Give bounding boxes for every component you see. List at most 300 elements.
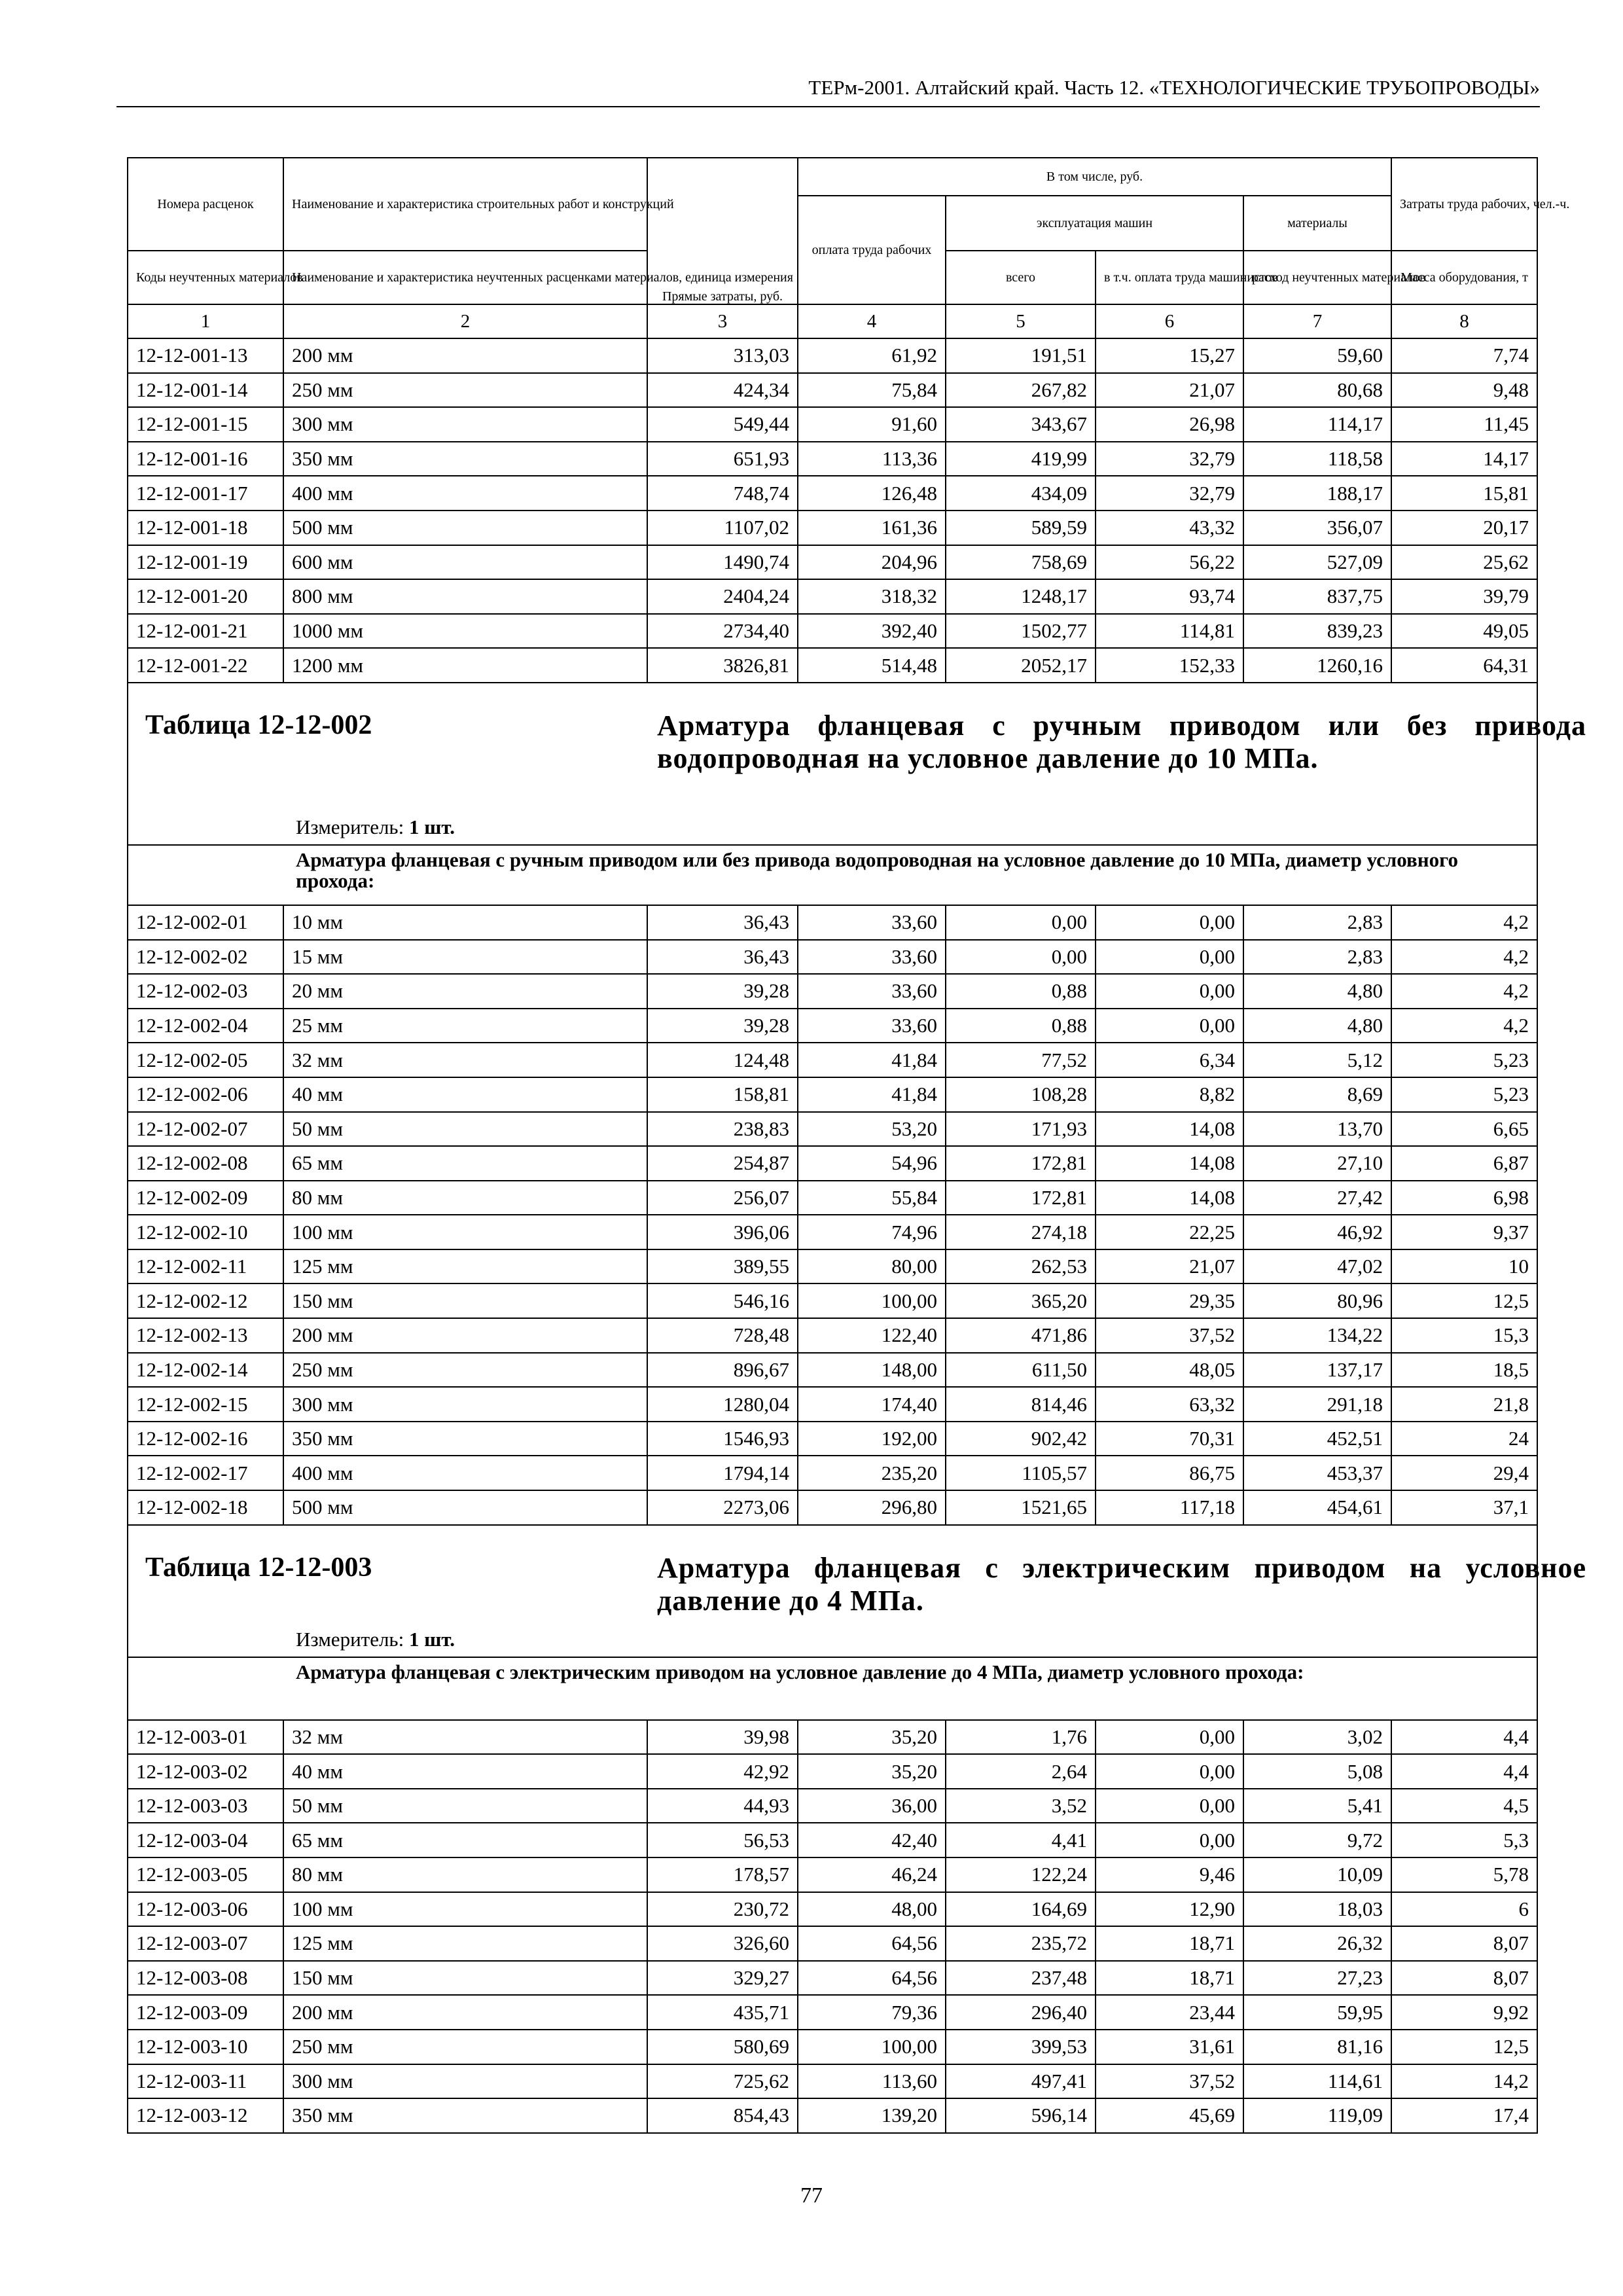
rate-value: 79,36 [798, 1995, 946, 2030]
rate-value: 10 [1391, 1249, 1537, 1284]
unit-value: 1 шт. [408, 815, 455, 838]
rate-value: 14,17 [1391, 442, 1537, 476]
column-number: 1 [128, 304, 283, 338]
rate-value: 41,84 [798, 1077, 946, 1112]
table-row [128, 2064, 1537, 2099]
table-row [128, 1754, 1537, 1789]
rate-value: 6,87 [1391, 1146, 1537, 1181]
rate-code: 12-12-001-16 [128, 442, 283, 476]
rate-value: 235,20 [798, 1456, 946, 1490]
rate-value: 454,61 [1243, 1490, 1391, 1525]
rate-value: 45,69 [1096, 2098, 1243, 2133]
rate-value: 49,05 [1391, 614, 1537, 649]
rate-value: 256,07 [647, 1181, 798, 1215]
table-row [128, 338, 1537, 373]
rate-name: 250 мм [283, 2030, 647, 2064]
rate-name: 350 мм [283, 442, 647, 476]
section-heading: Арматура фланцевая с ручным приводом или без привода водопроводная на условное давление до 10 МПа, диаметр условного прохода: [128, 845, 1537, 905]
rate-value: 14,08 [1096, 1112, 1243, 1147]
table-row [128, 1456, 1537, 1490]
rate-value: 396,06 [647, 1215, 798, 1249]
rate-value: 0,00 [946, 905, 1096, 940]
rate-code: 12-12-002-06 [128, 1077, 283, 1112]
rate-value: 471,86 [946, 1318, 1096, 1353]
rate-code: 12-12-001-14 [128, 373, 283, 408]
rate-value: 42,40 [798, 1823, 946, 1857]
rate-value: 9,37 [1391, 1215, 1537, 1249]
rate-value: 14,08 [1096, 1146, 1243, 1181]
rate-value: 0,00 [946, 940, 1096, 975]
header-including: В том числе, руб. [798, 158, 1391, 196]
rate-value: 191,51 [946, 338, 1096, 373]
column-number: 7 [1243, 304, 1391, 338]
rate-value: 1546,93 [647, 1422, 798, 1456]
column-number: 2 [283, 304, 647, 338]
rate-value: 33,60 [798, 1009, 946, 1043]
rate-value: 8,07 [1391, 1961, 1537, 1996]
rate-value: 55,84 [798, 1181, 946, 1215]
rate-value: 158,81 [647, 1077, 798, 1112]
rate-value: 25,62 [1391, 545, 1537, 580]
rate-value: 274,18 [946, 1215, 1096, 1249]
table-row [128, 940, 1537, 975]
rate-value: 74,96 [798, 1215, 946, 1249]
rate-value: 7,74 [1391, 338, 1537, 373]
rate-value: 1490,74 [647, 545, 798, 580]
rate-name: 150 мм [283, 1961, 647, 1996]
rate-value: 0,00 [1096, 1754, 1243, 1789]
table-row [128, 1146, 1537, 1181]
rate-value: 4,80 [1243, 974, 1391, 1009]
rate-value: 1,76 [946, 1720, 1096, 1755]
table-number: Таблица 12-12-002 [145, 709, 372, 740]
rate-code: 12-12-003-03 [128, 1789, 283, 1823]
rate-value: 4,5 [1391, 1789, 1537, 1823]
rate-value: 15,3 [1391, 1318, 1537, 1353]
rate-value: 35,20 [798, 1720, 946, 1755]
rate-value: 80,68 [1243, 373, 1391, 408]
rate-value: 54,96 [798, 1146, 946, 1181]
rate-code: 12-12-001-15 [128, 407, 283, 442]
rate-name: 65 мм [283, 1823, 647, 1857]
rate-value: 839,23 [1243, 614, 1391, 649]
table-heading [128, 1525, 1586, 1657]
rate-value: 39,79 [1391, 579, 1537, 614]
rate-value: 5,78 [1391, 1857, 1537, 1892]
rate-value: 546,16 [647, 1283, 798, 1318]
rate-value: 814,46 [946, 1387, 1096, 1422]
rate-value: 64,56 [798, 1926, 946, 1961]
table-row [128, 373, 1537, 408]
rate-name: 32 мм [283, 1720, 647, 1755]
rate-value: 108,28 [946, 1077, 1096, 1112]
rate-name: 200 мм [283, 338, 647, 373]
rate-value: 21,07 [1096, 373, 1243, 408]
rate-value: 549,44 [647, 407, 798, 442]
header-work-name: Наименование и характеристика строительных работ и конструкций [283, 158, 647, 251]
rate-value: 238,83 [647, 1112, 798, 1147]
rate-value: 26,98 [1096, 407, 1243, 442]
rate-value: 42,92 [647, 1754, 798, 1789]
table-title: Арматура фланцевая с ручным приводом или без привода водопроводная на условное давление до 10 МПа. [657, 709, 1586, 774]
header-operators-pay: в т.ч. оплата труда машинистов [1096, 251, 1243, 304]
rate-code: 12-12-002-05 [128, 1043, 283, 1077]
column-number: 6 [1096, 304, 1243, 338]
table-row [128, 2098, 1537, 2133]
rate-value: 48,05 [1096, 1353, 1243, 1388]
table-row [128, 1318, 1537, 1353]
header-material-names: Наименование и характеристика неучтенных расценками материалов, единица измерения [283, 251, 647, 304]
rate-value: 114,61 [1243, 2064, 1391, 2099]
rate-code: 12-12-002-13 [128, 1318, 283, 1353]
rate-value: 37,52 [1096, 2064, 1243, 2099]
rate-value: 75,84 [798, 373, 946, 408]
rate-value: 126,48 [798, 476, 946, 511]
rate-value: 0,88 [946, 974, 1096, 1009]
rate-value: 23,44 [1096, 1995, 1243, 2030]
header-machine-operation: эксплуатация машин [946, 196, 1243, 251]
rate-value: 56,22 [1096, 545, 1243, 580]
rate-value: 118,58 [1243, 442, 1391, 476]
rate-value: 117,18 [1096, 1490, 1243, 1525]
rate-value: 18,71 [1096, 1961, 1243, 1996]
rate-value: 5,23 [1391, 1077, 1537, 1112]
header-direct-costs: Прямые затраты, руб. [647, 158, 798, 304]
rate-value: 12,5 [1391, 1283, 1537, 1318]
rate-value: 137,17 [1243, 1353, 1391, 1388]
rate-name: 250 мм [283, 373, 647, 408]
rate-code: 12-12-001-17 [128, 476, 283, 511]
rate-code: 12-12-003-12 [128, 2098, 283, 2133]
rate-code: 12-12-001-22 [128, 648, 283, 683]
rate-value: 204,96 [798, 545, 946, 580]
table-row [128, 1009, 1537, 1043]
header-rate-numbers: Номера расценок [128, 158, 283, 251]
table-row [128, 442, 1537, 476]
rate-value: 392,40 [798, 614, 946, 649]
rate-name: 1200 мм [283, 648, 647, 683]
rate-value: 1248,17 [946, 579, 1096, 614]
table-row [128, 1215, 1537, 1249]
rate-value: 3,52 [946, 1789, 1096, 1823]
rate-name: 800 мм [283, 579, 647, 614]
rate-value: 356,07 [1243, 511, 1391, 545]
rate-code: 12-12-001-21 [128, 614, 283, 649]
rate-value: 2052,17 [946, 648, 1096, 683]
rate-value: 902,42 [946, 1422, 1096, 1456]
rate-value: 434,09 [946, 476, 1096, 511]
table-row [128, 1422, 1537, 1456]
rate-value: 9,92 [1391, 1995, 1537, 2030]
rate-value: 21,8 [1391, 1387, 1537, 1422]
rate-name: 125 мм [283, 1249, 647, 1284]
unit-label: Измеритель: [296, 815, 404, 838]
rate-value: 33,60 [798, 905, 946, 940]
rate-code: 12-12-002-10 [128, 1215, 283, 1249]
rate-value: 399,53 [946, 2030, 1096, 2064]
rate-name: 600 мм [283, 545, 647, 580]
rate-name: 32 мм [283, 1043, 647, 1077]
header-workers-pay: оплата труда рабочих [798, 196, 946, 304]
column-number: 4 [798, 304, 946, 338]
rate-value: 4,80 [1243, 1009, 1391, 1043]
rate-value: 37,52 [1096, 1318, 1243, 1353]
table-row [128, 511, 1537, 545]
rate-value: 6,65 [1391, 1112, 1537, 1147]
header-machines-total: всего [946, 251, 1096, 304]
rate-value: 651,93 [647, 442, 798, 476]
table-row [128, 1490, 1537, 1525]
rate-value: 31,61 [1096, 2030, 1243, 2064]
rate-name: 100 мм [283, 1892, 647, 1927]
rate-name: 10 мм [283, 905, 647, 940]
rate-name: 40 мм [283, 1077, 647, 1112]
table-row [128, 1892, 1537, 1927]
table-row [128, 1926, 1537, 1961]
rate-code: 12-12-003-02 [128, 1754, 283, 1789]
header-material-codes: Коды неучтенных материалов [128, 251, 283, 304]
rate-name: 300 мм [283, 1387, 647, 1422]
rate-value: 453,37 [1243, 1456, 1391, 1490]
rate-value: 20,17 [1391, 511, 1537, 545]
rate-value: 178,57 [647, 1857, 798, 1892]
rate-value: 318,32 [798, 579, 946, 614]
rate-value: 43,32 [1096, 511, 1243, 545]
rate-value: 32,79 [1096, 442, 1243, 476]
rate-value: 9,48 [1391, 373, 1537, 408]
rate-value: 2404,24 [647, 579, 798, 614]
table-row [128, 1387, 1537, 1422]
rate-value: 854,43 [647, 2098, 798, 2133]
rate-value: 4,2 [1391, 940, 1537, 975]
rate-value: 119,09 [1243, 2098, 1391, 2133]
rate-code: 12-12-001-20 [128, 579, 283, 614]
rate-value: 29,35 [1096, 1283, 1243, 1318]
rate-value: 1794,14 [647, 1456, 798, 1490]
rates-table-body [128, 158, 1586, 2133]
rate-value: 80,96 [1243, 1283, 1391, 1318]
rate-value: 39,28 [647, 1009, 798, 1043]
header-row-1 [128, 158, 1537, 196]
rate-value: 596,14 [946, 2098, 1096, 2133]
section-heading-row [128, 1657, 1537, 1720]
table-row [128, 1043, 1537, 1077]
rate-code: 12-12-002-03 [128, 974, 283, 1009]
table-row [128, 905, 1537, 940]
rate-value: 33,60 [798, 940, 946, 975]
rate-value: 267,82 [946, 373, 1096, 408]
table-title: Арматура фланцевая с электрическим приводом на условное давление до 4 МПа. [657, 1551, 1586, 1617]
rate-value: 22,25 [1096, 1215, 1243, 1249]
rate-value: 56,53 [647, 1823, 798, 1857]
rate-value: 8,82 [1096, 1077, 1243, 1112]
rate-value: 728,48 [647, 1318, 798, 1353]
table-row [128, 2030, 1537, 2064]
rate-value: 329,27 [647, 1961, 798, 1996]
rate-code: 12-12-003-06 [128, 1892, 283, 1927]
rate-name: 25 мм [283, 1009, 647, 1043]
rate-code: 12-12-002-04 [128, 1009, 283, 1043]
rate-value: 134,22 [1243, 1318, 1391, 1353]
page-number: 77 [800, 2183, 823, 2208]
rate-value: 174,40 [798, 1387, 946, 1422]
rate-value: 0,88 [946, 1009, 1096, 1043]
rate-value: 452,51 [1243, 1422, 1391, 1456]
rate-value: 4,2 [1391, 1009, 1537, 1043]
rate-value: 235,72 [946, 1926, 1096, 1961]
rate-value: 63,32 [1096, 1387, 1243, 1422]
table-row [128, 476, 1537, 511]
rate-value: 5,23 [1391, 1043, 1537, 1077]
rate-value: 26,32 [1243, 1926, 1391, 1961]
rate-value: 9,72 [1243, 1823, 1391, 1857]
rate-value: 291,18 [1243, 1387, 1391, 1422]
table-number: Таблица 12-12-003 [145, 1552, 372, 1583]
rate-value: 39,28 [647, 974, 798, 1009]
unit-value: 1 шт. [408, 1627, 455, 1651]
rate-value: 122,24 [946, 1857, 1096, 1892]
rate-value: 1105,57 [946, 1456, 1096, 1490]
unit-label: Измеритель: [296, 1627, 404, 1651]
rate-code: 12-12-002-08 [128, 1146, 283, 1181]
rate-code: 12-12-003-07 [128, 1926, 283, 1961]
rate-value: 27,42 [1243, 1181, 1391, 1215]
rate-value: 343,67 [946, 407, 1096, 442]
table-row [128, 579, 1537, 614]
table-heading [128, 683, 1586, 845]
rate-value: 313,03 [647, 338, 798, 373]
rate-code: 12-12-002-18 [128, 1490, 283, 1525]
rate-value: 1107,02 [647, 511, 798, 545]
rate-value: 611,50 [946, 1353, 1096, 1388]
rate-name: 500 мм [283, 511, 647, 545]
unit-of-measure [296, 1628, 455, 1651]
rate-value: 8,07 [1391, 1926, 1537, 1961]
rate-value: 230,72 [647, 1892, 798, 1927]
rate-value: 70,31 [1096, 1422, 1243, 1456]
rate-name: 500 мм [283, 1490, 647, 1525]
header-unaccounted-materials: расход неучтенных материалов [1243, 251, 1391, 304]
rate-value: 419,99 [946, 442, 1096, 476]
rate-value: 64,31 [1391, 648, 1537, 683]
rate-value: 1260,16 [1243, 648, 1391, 683]
rate-code: 12-12-002-01 [128, 905, 283, 940]
rate-value: 2,64 [946, 1754, 1096, 1789]
rate-value: 896,67 [647, 1353, 798, 1388]
header-equipment-mass: Масса оборудования, т [1391, 251, 1537, 304]
rate-value: 114,17 [1243, 407, 1391, 442]
rate-value: 15,27 [1096, 338, 1243, 373]
rate-value: 188,17 [1243, 476, 1391, 511]
rate-value: 4,41 [946, 1823, 1096, 1857]
rate-value: 64,56 [798, 1961, 946, 1996]
rate-value: 2,83 [1243, 905, 1391, 940]
rate-value: 11,45 [1391, 407, 1537, 442]
rate-value: 1502,77 [946, 614, 1096, 649]
rate-code: 12-12-002-02 [128, 940, 283, 975]
rate-value: 12,5 [1391, 2030, 1537, 2064]
rate-code: 12-12-002-12 [128, 1283, 283, 1318]
rate-value: 148,00 [798, 1353, 946, 1388]
rate-value: 14,08 [1096, 1181, 1243, 1215]
rate-value: 0,00 [1096, 1789, 1243, 1823]
rate-value: 41,84 [798, 1043, 946, 1077]
rate-value: 3826,81 [647, 648, 798, 683]
rate-value: 47,02 [1243, 1249, 1391, 1284]
rate-value: 46,24 [798, 1857, 946, 1892]
table-row [128, 1283, 1537, 1318]
rate-name: 350 мм [283, 1422, 647, 1456]
rate-value: 39,98 [647, 1720, 798, 1755]
rate-value: 18,5 [1391, 1353, 1537, 1388]
rate-value: 8,69 [1243, 1077, 1391, 1112]
rate-value: 161,36 [798, 511, 946, 545]
rate-value: 0,00 [1096, 940, 1243, 975]
rate-value: 77,52 [946, 1043, 1096, 1077]
rate-value: 527,09 [1243, 545, 1391, 580]
table-row [128, 1077, 1537, 1112]
table-heading-row [128, 683, 1537, 845]
rate-value: 15,81 [1391, 476, 1537, 511]
rate-value: 296,80 [798, 1490, 946, 1525]
header-materials: материалы [1243, 196, 1391, 251]
table-row [128, 545, 1537, 580]
rate-value: 2273,06 [647, 1490, 798, 1525]
rate-value: 10,09 [1243, 1857, 1391, 1892]
rate-value: 4,4 [1391, 1754, 1537, 1789]
rate-value: 725,62 [647, 2064, 798, 2099]
rate-code: 12-12-003-10 [128, 2030, 283, 2064]
rate-code: 12-12-001-13 [128, 338, 283, 373]
rate-value: 296,40 [946, 1995, 1096, 2030]
rate-name: 1000 мм [283, 614, 647, 649]
unit-of-measure [296, 816, 455, 839]
rate-code: 12-12-003-05 [128, 1857, 283, 1892]
rate-value: 589,59 [946, 511, 1096, 545]
rate-value: 0,00 [1096, 1823, 1243, 1857]
rate-code: 12-12-003-04 [128, 1823, 283, 1857]
rate-value: 124,48 [647, 1043, 798, 1077]
table-row [128, 1823, 1537, 1857]
rate-name: 50 мм [283, 1789, 647, 1823]
table-row [128, 648, 1537, 683]
rate-code: 12-12-002-17 [128, 1456, 283, 1490]
column-number: 8 [1391, 304, 1537, 338]
rate-value: 27,23 [1243, 1961, 1391, 1996]
rate-value: 114,81 [1096, 614, 1243, 649]
rate-value: 27,10 [1243, 1146, 1391, 1181]
rate-name: 65 мм [283, 1146, 647, 1181]
rate-value: 29,4 [1391, 1456, 1537, 1490]
rate-value: 5,41 [1243, 1789, 1391, 1823]
rate-value: 48,00 [798, 1892, 946, 1927]
table-row [128, 1995, 1537, 2030]
table-row [128, 1857, 1537, 1892]
rate-name: 200 мм [283, 1318, 647, 1353]
rate-value: 122,40 [798, 1318, 946, 1353]
rate-value: 1280,04 [647, 1387, 798, 1422]
rate-name: 20 мм [283, 974, 647, 1009]
rate-code: 12-12-002-15 [128, 1387, 283, 1422]
rate-value: 435,71 [647, 1995, 798, 2030]
rate-value: 5,3 [1391, 1823, 1537, 1857]
rate-value: 254,87 [647, 1146, 798, 1181]
rate-value: 389,55 [647, 1249, 798, 1284]
rate-name: 125 мм [283, 1926, 647, 1961]
rate-value: 497,41 [946, 2064, 1096, 2099]
rate-code: 12-12-002-11 [128, 1249, 283, 1284]
running-header: ТЕРм-2001. Алтайский край. Часть 12. «ТЕХНОЛОГИЧЕСКИЕ ТРУБОПРОВОДЫ» [116, 73, 1540, 107]
